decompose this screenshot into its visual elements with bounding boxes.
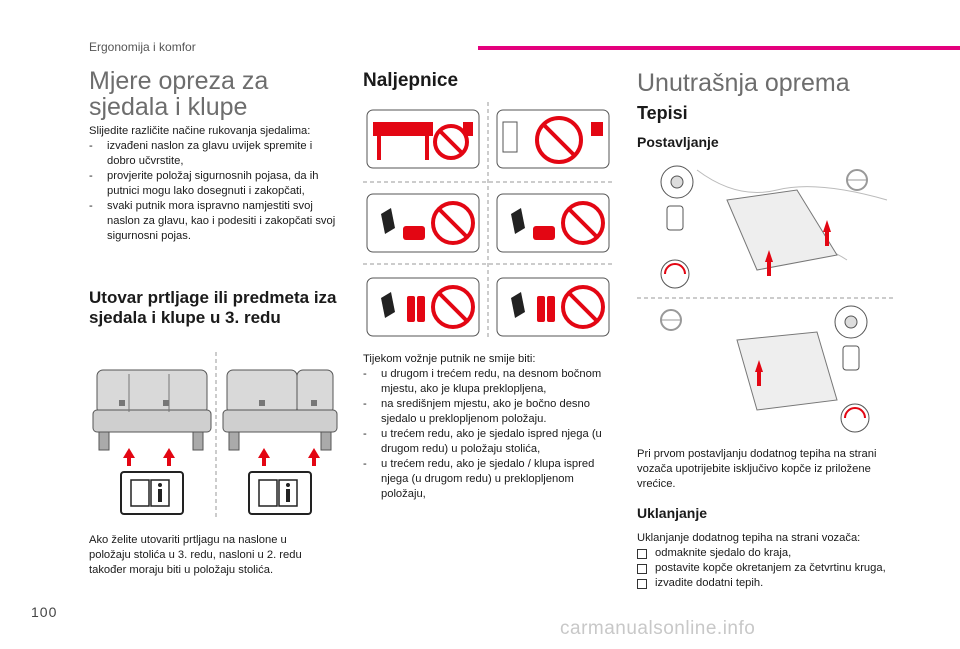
list-item: - svaki putnik mora ispravno namjestiti svoj naslon za glavu, kao i podesiti i zakopčati svoj sigurnosni pojas. [89, 199, 339, 244]
accent-bar [478, 46, 960, 50]
list-item: - provjerite položaj sigurnosnih pojasa, da ih putnici mogu lako dosegnuti i zakopčati, [89, 169, 339, 199]
seat-illustration [89, 352, 344, 517]
col2-title: Naljepnice [363, 70, 459, 91]
carpet-illustration [637, 160, 893, 438]
no-passenger-label [367, 194, 479, 252]
col3-section1-text: Pri prvom postavljanju dodatnog tepiha na strani vozača upotrijebite isključivo kopče iz priložene vrećice. [637, 448, 877, 490]
list-item: - u drugom i trećem redu, na desnom bočnom mjestu, ako je klupa preklopljena, [363, 367, 613, 397]
steering-wheel-icon [661, 310, 681, 330]
col1-list [89, 139, 339, 244]
seat-icon [93, 370, 211, 450]
no-passenger-label [497, 110, 609, 168]
manual-book-icon [249, 472, 311, 514]
col3-section2-title: Uklanjanje [637, 505, 708, 521]
list-item: postavite kopče okretanjem za četvrtinu kruga, [637, 561, 892, 576]
checkbox-icon [637, 549, 647, 559]
col1-subtitle: Utovar prtljage ili predmeta iza sjedala i klupe u 3. redu [89, 288, 337, 327]
col3-subtitle: Tepisi [637, 103, 688, 123]
carpet-clip-icon [835, 306, 869, 432]
list-item: - na središnjem mjestu, ako je bočno desno sjedalo u preklopljenom položaju. [363, 397, 613, 427]
col1-bottom-text: Ako želite utovariti prtljagu na naslone u položaju stolića u 3. redu, nasloni u 2. redu također moraju biti u položaju stolića. [89, 534, 302, 576]
label-grid [363, 102, 613, 340]
col3-section1-title: Postavljanje [637, 134, 719, 150]
col3-section2-list [637, 546, 892, 591]
carpet-clip-icon [661, 166, 693, 288]
col1-body [89, 124, 339, 244]
col2-body [363, 352, 613, 502]
list-item: izvadite dodatni tepih. [637, 576, 892, 591]
list-item: - u trećem redu, ako je sjedalo ispred njega (u drugom redu) u položaju stolića, [363, 427, 613, 457]
list-item: - izvađeni naslon za glavu uvijek spremite i dobro učvrstite, [89, 139, 339, 169]
checkbox-icon [637, 564, 647, 574]
col3-title: Unutrašnja oprema [637, 69, 850, 97]
col3-section2-intro: Uklanjanje dodatnog tepiha na strani vozača: [637, 532, 861, 544]
arrow-up-icon [123, 448, 320, 466]
page-number: 100 [31, 604, 58, 620]
list-item: odmaknite sjedalo do kraja, [637, 546, 892, 561]
section-header: Ergonomija i komfor [89, 40, 196, 54]
steering-wheel-icon [847, 170, 867, 190]
col1-title: Mjere opreza za sjedala i klupe [89, 67, 269, 121]
list-item: - u trećem redu, ako je sjedalo / klupa ispred njega (u drugom redu) u preklopljenom položaju, [363, 457, 613, 502]
col3-section2-body [637, 531, 892, 591]
col1-intro: Slijedite različite načine rukovanja sjedalima: [89, 125, 311, 137]
no-passenger-label [497, 278, 609, 336]
manual-book-icon [121, 472, 183, 514]
no-passenger-label [367, 278, 479, 336]
col2-intro: Tijekom vožnje putnik ne smije biti: [363, 353, 536, 365]
no-passenger-label [497, 194, 609, 252]
watermark: carmanualsonline.info [560, 618, 756, 639]
no-passenger-label [367, 110, 479, 168]
seat-icon [223, 370, 337, 450]
checkbox-icon [637, 579, 647, 589]
col2-list [363, 367, 613, 502]
